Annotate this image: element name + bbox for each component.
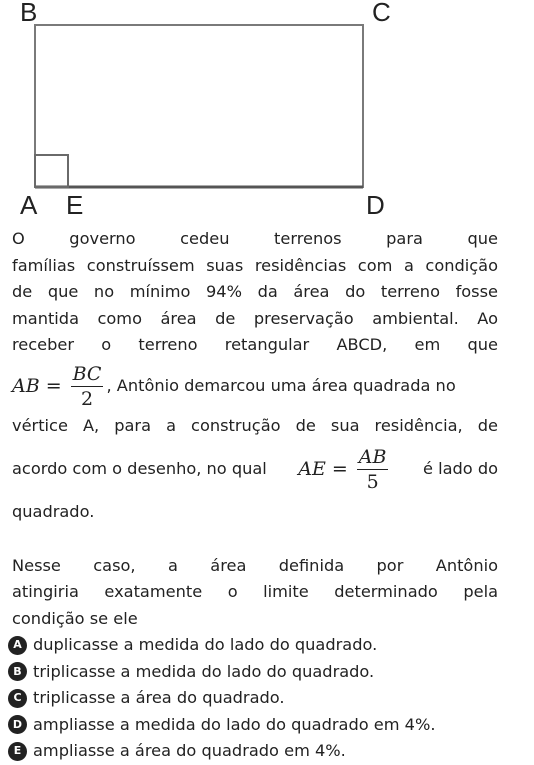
question-text bbox=[12, 226, 498, 765]
paragraph1-line7: vértice A, para a construção de sua residência, de bbox=[12, 415, 498, 435]
fraction-bc-over-2 bbox=[71, 363, 104, 410]
paragraph1-line9: quadrado. bbox=[12, 502, 95, 521]
option-text: duplicasse a medida do lado do quadrado. bbox=[33, 635, 378, 654]
formula-equals: = bbox=[45, 375, 62, 398]
option-letter-badge: D bbox=[8, 715, 27, 734]
option-e[interactable] bbox=[12, 738, 498, 765]
paragraph1-line3: de que no mínimo 94% da área do terreno fosse bbox=[12, 282, 498, 301]
paragraph1-line5: receber o terreno retangular ABCD, em que bbox=[12, 335, 498, 354]
vertex-label-e: E bbox=[66, 190, 84, 220]
vertex-label-a: A bbox=[20, 190, 38, 220]
formula-ab-lhs: AB bbox=[12, 375, 40, 398]
paragraph2-line3: condição se ele bbox=[12, 608, 138, 628]
fraction-ab-over-5 bbox=[357, 446, 389, 493]
option-letter-badge: B bbox=[8, 662, 27, 681]
fraction-denominator-2: 2 bbox=[80, 388, 94, 410]
paragraph1-line8-post: é lado do bbox=[422, 458, 498, 478]
option-text: ampliasse a área do quadrado em 4%. bbox=[33, 741, 346, 760]
paragraph1-line4: mantida como área de preservação ambiental. Ao bbox=[12, 308, 498, 328]
formula-line-ab bbox=[12, 361, 498, 413]
vertex-label-d: D bbox=[366, 190, 385, 220]
option-c[interactable] bbox=[12, 685, 498, 712]
fraction-numerator-ab: AB bbox=[358, 445, 387, 468]
option-text: triplicasse a medida do lado do quadrado. bbox=[33, 661, 375, 681]
option-a[interactable] bbox=[12, 632, 498, 659]
rectangle-diagram bbox=[0, 0, 534, 225]
formula-equals-2: = bbox=[331, 457, 348, 480]
rectangle-abcd bbox=[35, 25, 363, 187]
square-at-a bbox=[35, 155, 68, 187]
formula-ae-lhs: AE bbox=[298, 457, 326, 480]
fraction-denominator-5: 5 bbox=[366, 470, 379, 493]
option-b[interactable] bbox=[12, 659, 498, 686]
paragraph2-line1: Nesse caso, a área definida por Antônio bbox=[12, 555, 498, 575]
fraction-numerator-bc: BC bbox=[72, 363, 102, 385]
option-letter-badge: E bbox=[8, 742, 27, 761]
paragraph2-line2: atingiria exatamente o limite determinado pela bbox=[12, 582, 498, 601]
paragraph1-line1: O governo cedeu terrenos para que bbox=[12, 229, 498, 248]
formula-line-ae bbox=[12, 443, 498, 495]
formula-ae bbox=[298, 446, 391, 493]
option-text: ampliasse a medida do lado do quadrado em 4%. bbox=[33, 714, 436, 734]
vertex-label-c: C bbox=[372, 0, 391, 27]
vertex-label-b: B bbox=[20, 0, 38, 27]
paragraph-gap bbox=[12, 526, 498, 553]
paragraph1-line8-pre: acordo com o desenho, no qual bbox=[12, 458, 267, 478]
option-d[interactable] bbox=[12, 712, 498, 739]
option-letter-badge: C bbox=[8, 689, 27, 708]
paragraph1-line6-rest: , Antônio demarcou uma área quadrada no bbox=[106, 376, 456, 396]
option-text: triplicasse a área do quadrado. bbox=[33, 688, 285, 707]
paragraph1-line2: famílias construíssem suas residências com a condição bbox=[12, 255, 498, 275]
option-letter-badge: A bbox=[8, 636, 27, 655]
